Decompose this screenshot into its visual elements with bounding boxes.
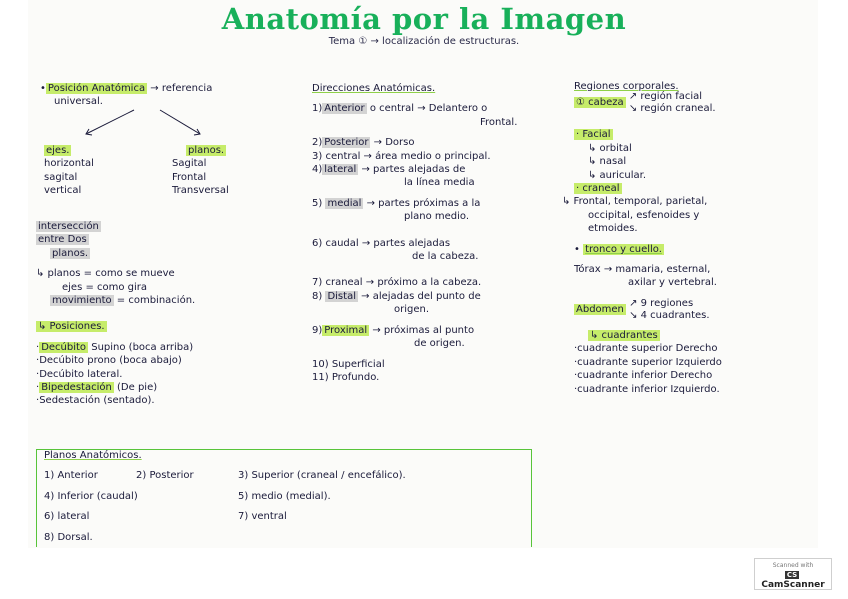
- list-item: 10) Superficial: [312, 358, 385, 370]
- planos-anatomicos-list: [44, 449, 528, 544]
- list-item: ·Decúbito lateral.: [36, 368, 123, 380]
- list-item: ·cuadrante inferior Izquierdo.: [574, 383, 720, 395]
- bullet-icon: •: [574, 243, 584, 255]
- list-item: 5) medial → partes próximas a la: [312, 197, 481, 209]
- list-item: ·cuadrante superior Izquierdo: [574, 356, 722, 368]
- note-movimiento: movimiento: [52, 295, 112, 307]
- list-item: vertical: [44, 185, 82, 197]
- table-row: 6) lateral 7) ventral: [44, 511, 287, 523]
- interseccion-label: intersección: [38, 221, 99, 232]
- ejes-label: ejes.: [46, 145, 70, 156]
- list-item: 6) caudal → partes alejadas: [312, 237, 451, 249]
- craneal-label: · craneal: [576, 183, 620, 195]
- table-row: 1) Anterior 2) Posterior 3) Superior (craneal / encefálico).: [44, 470, 406, 482]
- heading-direcciones: Direcciones Anatómicas.: [312, 83, 436, 94]
- posiciones-heading: ↳ Posiciones.: [38, 321, 105, 333]
- heading-posicion: Posición Anatómica: [47, 83, 146, 94]
- column-posicion: • Posición Anatómica → referencia universal.: [40, 82, 295, 109]
- list-item: Frontal: [172, 171, 207, 183]
- note-planos: ↳ planos = como se mueve: [36, 268, 175, 280]
- list-item: sagital: [44, 171, 78, 183]
- camscanner-badge: Scanned with CSCamScanner: [754, 558, 832, 590]
- list-item: ↳ orbital: [588, 142, 632, 154]
- heading-planos-anatomicos: Planos Anatómicos.: [44, 450, 142, 461]
- list-item: ·cuadrante inferior Derecho: [574, 370, 713, 382]
- cuadrantes-label: ↳ cuadrantes: [590, 329, 658, 341]
- column-direcciones: Direcciones Anatómicas. 1) Anterior o central → Delantero o Frontal. 2) Posterior → Dorso 3) central → área medio o principal. 4) lateral → partes alejadas de la línea media 5) medial → partes próximas a la plano medio. 6) caudal → partes alejadas de la cabeza. 7) craneal → próximo a la cabeza. 8) Distal → alejadas del punto de origen. 9) Proximal → próximas al punto de origen. 10) Superficial 11) Profundo.: [312, 82, 574, 384]
- column-regiones: Regiones corporales. ① cabeza ↗ región facial ↘ región craneal. · Facial ↳ orbital ↳ nasal ↳ auricular. · craneal ↳ Frontal, temporal, parietal, occipital, esfenoides y etmoides. • tronco y cuello. Tórax → mamaria, esternal, axilar y vertebral. Abdomen ↗ 9 regiones ↘ 4 cuadrantes. ↳ cuadrantes ·cuadrante superior Derecho ·cuadrante superior Izquierdo ·cuadrante inferior Derecho ·cuadrante inferior Izquierdo.: [574, 80, 814, 396]
- list-item: horizontal: [44, 158, 94, 170]
- page-title: Anatomía por la Imagen: [221, 2, 627, 36]
- list-item: 7) craneal → próximo a la cabeza.: [312, 277, 482, 289]
- list-item: 4) lateral → partes alejadas de: [312, 164, 466, 176]
- list-item: ·Sedestación (sentado).: [36, 395, 155, 407]
- torax-line: Tórax → mamaria, esternal,: [574, 264, 711, 276]
- list-item: ↳ auricular.: [588, 169, 647, 181]
- cabeza-label: ① cabeza: [576, 97, 624, 109]
- camscanner-logo-icon: CS: [786, 571, 798, 579]
- list-item: 9) Proximal → próximas al punto: [312, 324, 475, 336]
- planos-list: [172, 144, 229, 198]
- branch-arrows-icon: [72, 106, 222, 146]
- list-item: 8) Distal → alejadas del punto de: [312, 290, 481, 302]
- list-item: ·cuadrante superior Derecho: [574, 343, 718, 355]
- list-item: 11) Profundo.: [312, 371, 380, 383]
- list-item: ·Decúbito prono (boca abajo): [36, 355, 182, 367]
- abdomen-label: Abdomen: [576, 303, 624, 315]
- table-row: 4) Inferior (caudal) 5) medio (medial).: [44, 490, 331, 502]
- tronco-label: tronco y cuello.: [585, 243, 662, 255]
- list-item: Transversal: [172, 185, 229, 197]
- heading-regiones: Regiones corporales.: [574, 81, 679, 92]
- note-ejes: ejes = como gira: [62, 281, 148, 293]
- list-item: 1) Anterior o central → Delantero o: [312, 103, 488, 115]
- list-item: 2) Posterior → Dorso: [312, 137, 415, 149]
- list-item: ↳ nasal: [588, 156, 627, 168]
- facial-label: · Facial: [576, 129, 611, 141]
- list-item: · Bipedestación (De pie): [36, 382, 158, 394]
- list-item: 3) central → área medio o principal.: [312, 150, 491, 162]
- ejes-list: [44, 144, 94, 198]
- interseccion-block: intersección entre Dos planos. ↳ planos = como se mueve ejes = como gira movimiento = combinación. ↳ Posiciones. · Decúbito Supino (boca arriba) ·Decúbito prono (boca abajo) ·Decúbito lateral. · Bipedestación (De pie) ·Sedestación (sentado).: [36, 220, 296, 408]
- bullet-icon: •: [40, 83, 46, 94]
- list-item: Sagital: [172, 158, 207, 170]
- table-row: 8) Dorsal.: [44, 531, 93, 543]
- page-subtitle: Tema ① → localización de estructuras.: [328, 36, 520, 47]
- heading-posicion-cont: universal.: [54, 96, 103, 108]
- list-item: · Decúbito Supino (boca arriba): [36, 341, 194, 353]
- planos-label: planos.: [188, 145, 225, 156]
